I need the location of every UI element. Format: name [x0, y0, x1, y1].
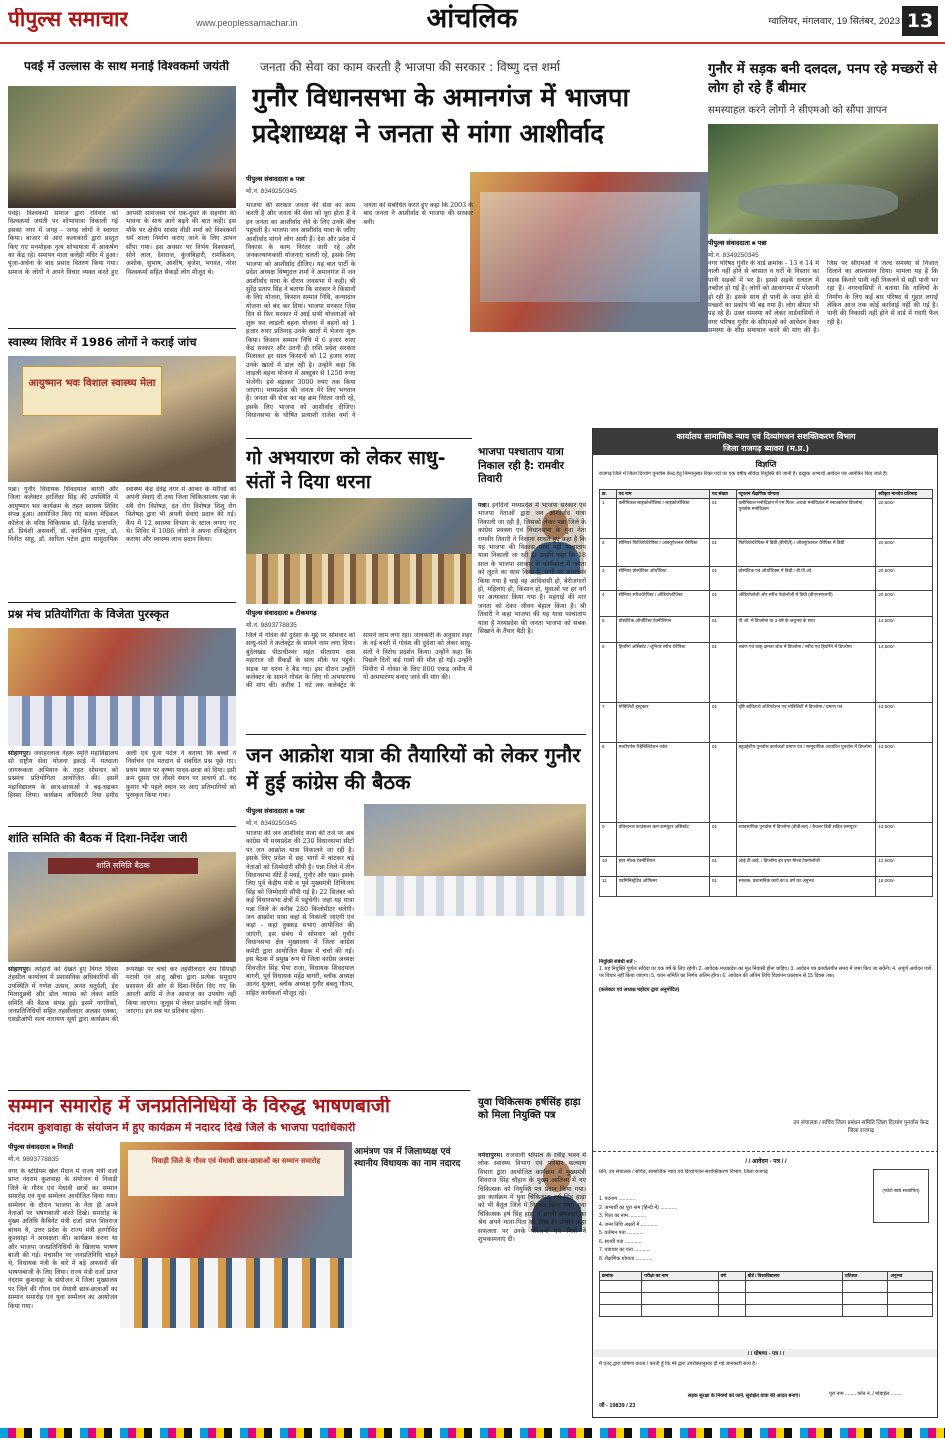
body: नगर परिषद गुनौर के वार्ड क्रमांक - 13 व 14 में नाली नहीं होने से बरसात व घरों के निस्तार का पानी सड़कों में भर है। इससे सड़कें दलदल में तब्दील हो गई हैं। लोगों को आवागमन में परेशानी हो रही है। इसके साथ ही पानी के जमा होने से मच्छरों का प्रकोप भी बढ़ गया है। लोग बीमार भी पड़ रहे हैं। उक्त समस्या को लेकर वार्डवासियों ने नगर परिषद गुनौर के सीएमओ को आवेदन देकर समस्या के शीघ्र समाधान करने की मांग की है। जिस पर सीएमओ ने जल्द समस्या से निजात दिलाने का आश्वासन दिया। मामला यह है कि सड़क किनारे पानी नहीं निकलने से यही पानी भर रहा है। नगरवासियों ने बताया कि नालियों के निर्माण के लिए कई बार परिषद से गुहार लगाई लेकिन आज तक कोई कार्रवाई नहीं की गई है। पानी की निकासी नहीं होने से वार्ड में गंदगी फैल रही है।	[708, 260, 938, 335]
byline-place: सोहागपुर।	[8, 750, 31, 757]
cell: पी.ओ. में डिप्लोमा या 3 वर्ष के अनुभव के साथ	[736, 617, 876, 643]
cell: 3	[600, 567, 617, 591]
byline: पीपुल्स संवाददाता ■ टीकमगढ़ मो.नं. 9893778835	[246, 608, 356, 629]
district-title: जिला राजगढ़ ब्यावरा (म.प्र.)	[722, 444, 810, 453]
subhead: नंदराम कुशवाहा के संयोजन में हुए कार्यक्रम में नदारद दिखे जिले के भाजपा पदाधिकारी	[8, 1122, 356, 1134]
byline: पीपुल्स संवाददाता ■ निवाड़ी मो.नं. 9893778835	[8, 1142, 118, 1163]
intro: राजगढ़ जिले में जिला दिव्यांग पुनर्वास केन्द्र हेतु निम्नानुसार रिक्त पदों पर एक वर्षीय संविदा नियुक्ति की जानी है। इच्छुक अभ्यर्थी आवेदन पत्र आमंत्रित किए जाते हैं।	[599, 471, 888, 477]
cell: 20,500/-	[876, 591, 933, 617]
form-fields	[599, 1195, 869, 1263]
byline-agency: पीपुल्स संवाददाता	[708, 240, 750, 247]
cell: 14,500/-	[876, 617, 933, 643]
cell: प्रोस्थेटिक एवं ऑर्थोटिक्स में डिग्री / बी.पी.ओ.	[736, 567, 876, 591]
table-row	[600, 857, 933, 877]
photo-box	[873, 1169, 929, 1223]
body: जिले में गोवंश की दुर्दशा के मुद्दे पर सोमवार को साधु-संतों ने कलेक्ट्रेट के सामने जाम लगा दिया। बुंदेलखंड पीठाधीश्वर महंत सीताराम दास महाराज जी सैकड़ों के साथ मौके पर पहुंचे। सड़क पर धरना दे बैठ गए। इस दौरान उन्होंने कलेक्टर के सामने गोवंश के लिए गो अभयारण्य की मांग की। करीब 1 घंटे तक कलेक्ट्रेट के सामने जाम लगा रहा। जानकारी के अनुसार शहर के नई बस्ती में गोवंश की दुर्दशा को लेकर साधु-संतों ने विरोध प्रदर्शन किया। उन्होंने कहा कि पिछले दिनों कई गायों की मौत हो गई। उन्होंने मिनौरा में गोवंश के लिए 800 एकड़ जमीन में गो अभयारण्य बनाए जाने की मांग की।	[246, 632, 472, 690]
cell: 12,500/-	[876, 857, 933, 877]
body	[8, 966, 236, 1082]
byline-place: पन्ना	[295, 176, 305, 183]
byline-place: नर्मदापुरम।	[478, 1152, 503, 1159]
signatory: उप संचालक / सचिव जिला प्रबंधन समिति जिला दिव्यांग पुनर्वास केन्द्र जिला राजगढ़	[793, 1120, 929, 1134]
body	[478, 1152, 586, 1416]
cell: 10	[600, 857, 617, 877]
byline-place: सोहागपुर।	[8, 966, 31, 973]
cell: 8	[600, 743, 617, 823]
cell: 7	[600, 703, 617, 743]
cell: 01	[709, 539, 736, 567]
notice-label: विज्ञप्ति	[755, 460, 777, 469]
divider	[246, 438, 472, 439]
cell: बोर्ड / विश्वविद्यालय	[745, 1272, 843, 1281]
ad-header	[593, 429, 938, 455]
divider	[8, 826, 236, 827]
cell: 20,500/-	[876, 499, 933, 539]
footer-code: जी - 19839 / 23	[599, 1403, 636, 1409]
subhead: समस्याहल करने लोगों ने सीएमओ को सौंपा ज्ञापन	[708, 105, 888, 116]
cell: 01	[709, 857, 736, 877]
mobile: मो.नं. 8349250345	[708, 252, 759, 259]
crowd-shape	[246, 554, 472, 604]
office-title: कार्यालय सामाजिक न्याय एवं दिव्यांगजन सशक्तिकरण विभाग	[676, 432, 856, 441]
byline-agency: पीपुल्स संवाददाता	[246, 176, 288, 183]
field-row[interactable]: 2. अभ्यर्थी का पूरा नाम (हिन्दी में) ............	[599, 1204, 677, 1211]
col-sno: क्र.	[600, 490, 617, 499]
cell: 6	[600, 643, 617, 703]
cell: क्लीनिकल साइकोलॉजिस्ट / साइकोलॉजिस्ट	[616, 499, 709, 539]
cell: 20,500/-	[876, 539, 933, 567]
body-text: इनदिनों मध्यप्रदेश में भाजपा सरकार एवं भाजपा नेताओं द्वारा जन आशीर्वाद यात्रा निकाली जा रही है, जिसको लेकर पन्ना जिले के कांग्रेस प्रवक्ता एवं विधानसभा के युवा नेता रामवीर तिवारी ने निशाना साधते हुए कहा है कि यह भाजपा की विकास यात्रा नहीं पश्चाताप यात्रा निकाली जा रही है। उन्होंने कहा कि 18 साल के भाजपा सरकार के कार्यकाल में जनता को लूटने का काम किया है, सभी पर अत्याचार किया गया है चाहे वह आदिवासी हो, बेरोजगारों हो, महिलाएं हो, किसान हो, युवाओं पर हर वर्ग पर अत्याचार किया गया है। महंगाई की मार जनता को देकर जीवन बेहाल किया है। श्री तिवारी ने कहा भाजपा की यह यात्रा पश्चाताप यात्रा है मध्यप्रदेश की जनता भाजपा को सबक सिखाने के तैयार बैठी है।	[478, 502, 586, 636]
byline-place: पन्ना	[295, 808, 305, 815]
headline: युवा चिकित्सक हर्षसिंह हाड़ा को मिला नियुक्ति पत्र	[478, 1097, 581, 1121]
meeting-photo	[8, 852, 236, 962]
health-camp-photo	[8, 356, 236, 482]
article-doctor	[478, 1090, 586, 1418]
cell: सीनियर स्पीचथेरेपिस्ट / ऑडियोलॉजिस्ट	[616, 591, 709, 617]
cell: मल्टीपर्पस रिहैबिलिटेशन वर्कर	[616, 743, 709, 823]
form-table-row[interactable]	[600, 1293, 933, 1305]
article-health-camp	[8, 328, 236, 600]
article-gau-abhyaran	[246, 438, 472, 728]
declaration: मैं एतद् द्वारा घोषणा करता / करती हूँ कि मेरे द्वारा उपरोक्तानुसार दी गई जानकारी सत्य है।	[599, 1361, 757, 1367]
signatory-note: (कलेक्टर एवं अध्यक्ष महोदय द्वारा अनुमोदित)	[599, 986, 680, 993]
divider	[8, 602, 236, 603]
byline: पीपुल्स संवाददाता ■ पन्ना मो.नं. 8349250345	[246, 806, 358, 827]
mid-head: आमंत्रण पत्र में जिलाध्यक्ष एवं स्थानीय विधायक का नाम नदारद	[354, 1147, 461, 1169]
headline: प्रश्न मंच प्रतियोगिता के विजेता पुरस्कृत	[8, 608, 169, 621]
byline-agency: पीपुल्स संवाददाता	[246, 610, 288, 617]
table-row	[600, 643, 933, 703]
water-shape	[738, 184, 898, 220]
cell: 18,000/-	[876, 877, 933, 897]
cell: 14,500/-	[876, 823, 933, 857]
headline: स्वास्थ्य शिविर में 1986 लोगों ने कराई जांच	[8, 336, 197, 349]
protest-photo	[246, 498, 472, 604]
headline: सम्मान समारोह में जनप्रतिनिधियों के विरुद्ध भाषणबाजी	[8, 1096, 390, 1117]
website-link[interactable]: www.peoplessamachar.in	[196, 18, 298, 28]
cell: 01	[709, 567, 736, 591]
cell: बहुउद्देशीय पुनर्वास कार्यकर्ता प्रमाण पत्र / सामुदायिक आधारित पुनर्वास में डिप्लोमा	[736, 743, 876, 823]
form-table	[599, 1271, 933, 1317]
cell: 14,500/-	[876, 703, 933, 743]
cell: 01	[709, 617, 736, 643]
divider	[8, 1090, 470, 1091]
poster-text: निवाड़ी जिले के गौरव एवं मेधावी छात्र-छात्राओं का सम्मान समारोह	[151, 1157, 321, 1165]
cell: एडमिनिस्ट्रेटिव ऑफिसर	[616, 877, 709, 897]
cell: इयर मोल्ड टेक्नीशियन	[616, 857, 709, 877]
byline-place: निवाड़ी	[57, 1144, 74, 1151]
article-peace-committee	[8, 826, 236, 1084]
cell: 9	[600, 823, 617, 857]
body-text: राजधानी भोपाल के रवींद्र भवन में लोक स्वास्थ्य विभाग एवं परिवार कल्याण विभाग द्वारा आयोजित कार्यक्रम में मुख्यमंत्री शिवराज सिंह चौहान के मुख्य आतिथ्य में नए चिकित्सक को नियुक्ति पत्र प्रदान किया गया। इस कार्यक्रम में युवा चिकित्सक हर्ष सिंह हाड़ा को भी बैतूल जिले में नियुक्त किया गया। युवा चिकित्सक हर्ष सिंह हाड़ा ने अपनी सफलता का श्रेय अपने माता-पिता को दिया है। उन्होंने कहा सफलता पर उनके परिजनों एवं मित्रों ने शुभकामनाएं दी।	[478, 1152, 586, 1244]
divider	[246, 734, 586, 735]
byline-place: पन्ना	[757, 240, 767, 247]
article-vishwakarma	[8, 52, 236, 322]
cell: 5	[600, 617, 617, 643]
mobile: मो.नं. 8349250345	[246, 188, 297, 195]
cell: सीनियर फिजियोथेरेपिस्ट / आक्यूपेशनल थैरेपिस्ट	[616, 539, 709, 567]
headline: पवई में उल्लास के साथ मनाई विश्वकर्मा जयंती	[24, 60, 229, 73]
banner-text: आयुष्मान भवः विशाल स्वास्थ्य मेला	[28, 378, 156, 389]
table-row	[600, 567, 933, 591]
cell: 20,500/-	[876, 567, 933, 591]
body	[8, 750, 236, 820]
table-row	[600, 539, 933, 567]
posts-table-wrap	[599, 489, 933, 969]
cell: मोबिलिटी इंस्ट्रक्टर	[616, 703, 709, 743]
byline: पीपुल्स संवाददाता ■ पन्ना मो.नं. 8349250345	[246, 174, 356, 195]
banner-text: शांति समिति बैठक	[96, 861, 150, 870]
body: पवई। विश्वकर्मा समाज द्वारा रविवार को विश्वकर्मा जयंती पर शोभायात्रा निकाली गई इसका नगर में जगह - जगह लोगों ने स्वागत किया। बाजार से आए कलाकारों द्वारा प्रस्तुत किए गए मनमोहक नृत्य शोभायात्रा में आकर्षण का केंद्र रहे। समापन माता कलेही मंदिर में हुआ। पूजा-अर्चना के बाद प्रसाद वितरण किया गया। समाज के लोगों ने अपने विचार व्यक्त करते हुए आपसी सामंजस्य एवं एक-दूसरे के सहयोग की भावना के साथ आगे बढ़ने की बात कही। इस मौके पर क्षेत्रीय सांसद वीडी शर्मा को विश्वकर्मा धर्म शाला निर्माण कराए जाने के लिए ज्ञापन सौंपा गया। इस अवसर पर निर्भय विश्वकर्मा, सोने लाल, देशराज, कुंजबिहारी, रामकिशन, अशोक, सुभाष, आशीष, बृजेश, भगवत, नरेश विश्वकर्मा सहित सैकड़ों लोग मौजूद थे।	[8, 210, 236, 276]
cell: हियरिंग असिस्टेंट / जूनियर स्पीच थेरेपिस्ट	[616, 643, 709, 703]
col-qualification: न्यूनतम शैक्षणिक योग्यता	[736, 490, 876, 499]
headline: गो अभयारण को लेकर साधु-संतों ने दिया धरना	[246, 447, 446, 493]
form-table-wrap	[599, 1271, 933, 1341]
col-count: पद संख्या	[709, 490, 736, 499]
field-row[interactable]: 4. जन्म तिथि अक्षरों में ............	[599, 1221, 658, 1228]
table-row	[600, 743, 933, 823]
form-table-header	[600, 1272, 933, 1281]
page-number: 13	[902, 6, 938, 36]
cell: 14,500/-	[876, 643, 933, 703]
cell: 01	[709, 877, 736, 897]
form-table-row[interactable]	[600, 1305, 933, 1317]
cell: 2	[600, 539, 617, 567]
paper-name: पीपुल्स समाचार	[8, 8, 129, 31]
quiz-winners-photo	[8, 628, 236, 746]
article-bjp-main	[246, 52, 708, 432]
posts-table	[599, 489, 933, 897]
cell: 01	[709, 743, 736, 823]
cell: फिजियोथेरेपिस्ट में डिग्री (बीपीटी) / ऑक्यूपेशनल थैरेपिस्ट में डिग्री	[736, 539, 876, 567]
article-road-mud	[708, 52, 938, 422]
headline: जन आक्रोश यात्रा की तैयारियों को लेकर गुनौर में हुई कांग्रेस की बैठक	[246, 743, 581, 794]
ad-rajgarh-notice	[592, 428, 938, 1418]
mud-road-photo	[708, 124, 938, 234]
body	[478, 502, 586, 726]
table-row	[600, 877, 933, 897]
field-row[interactable]: 8. शैक्षणिक योग्यता ............	[599, 1255, 653, 1262]
form-to: प्रति, उप संचालक / सचिव, सामाजिक न्याय एवं दिव्यांगजन सशक्तिकरण विभाग, जिला राजगढ़	[599, 1169, 768, 1175]
headline: गुनौर में सड़क बनी दलदल, पनप रहे मच्छरों से लोग हो रहे हैं बीमार	[708, 61, 938, 96]
table-header-row	[600, 490, 933, 499]
table-row	[600, 703, 933, 743]
byline-place: टीकमगढ़	[295, 610, 317, 617]
field-row[interactable]: 3. पिता का नाम ............	[599, 1213, 646, 1219]
students-shape	[8, 696, 236, 746]
body: नगर के स्टेडियम खेल मैदान में राज्य मंत्री दर्जा प्राप्त नंदराम कुशवाहा के संयोजन में निवाड़ी जिले के गौरव एवं मेधावी छात्रों का सम्मान समारोह एवं युवा सम्मेलन आयोजित किया गया। सम्मेलन के दौरान भाजपा के नेता ही अपने नेताओं पर भषणबाजी करते दिखे। समारोह के मुख्य अतिथि कैबिनेट मंत्री दर्जा प्राप्त शिवराज बाथम थे, उत्तर प्रदेश के राज्य मंत्री हरगोविंद कुशवाहा ने अध्यक्षता की। कार्यक्रम करना था और भाजपा जनप्रतिनिधियों के खिलाफ भाषण बाजी की गई। मंचासीन पर जनप्रतिनिधि चाहते थे, विधायक मंत्री के बारे में बड़े अफसरों की भाषणबाजी के लिए लिया। राज्य मंत्री दर्जा प्राप्त नंदराम कुशवाहा के संयोजन में जिला मुख्यालय पर जिले की गौरव एवं मेधावी छात्र-छात्राओं का सम्मान समारोह एवं युवा सम्मेलन का आयोजन किया गया।	[8, 1168, 118, 1310]
section-title: आंचलिक	[426, 4, 518, 34]
kicker: जनता की सेवा का काम करती है भाजपा की सरकार : विष्णु दत्त शर्मा	[260, 60, 561, 74]
cell: वर्ष	[718, 1272, 745, 1281]
cell: सीनियर प्रोस्थेटिस्ट ऑर्थोटिस्ट	[616, 567, 709, 591]
cell: क्रमांक	[600, 1272, 642, 1281]
form-table-row[interactable]	[600, 1281, 933, 1293]
col-post: पद नाम	[616, 490, 709, 499]
cell: अनुभव	[888, 1272, 933, 1281]
field-row[interactable]: 5. वर्तमान पता ............	[599, 1230, 644, 1236]
cell: 01	[709, 823, 736, 857]
cell: दृष्टि बाधितार्थ ओरिएंटेशन एवं मोबिलिटी में डिप्लोमा / प्रमाण पत्र	[736, 703, 876, 743]
body: भाजपा की जन आशीर्वाद यात्रा की तर्ज पर अब कांग्रेस भी मध्यप्रदेश की 230 विधानसभा सीटों पर जन आक्रोश यात्रा निकालने जा रही है। इसके लिए प्रदेश में छह भागों में बांटकर बड़े नेताओं को जिम्मेदारी सौंपी है। पन्ना जिले में तीन विधानसभा सीटें हैं पवई, गुनौर और पन्ना। इसके लिए पूर्व केंद्रीय मंत्री व पूर्व मुख्यमंत्री दिग्विजय सिंह को जिम्मेदारी सौंपी गई है। 22 सितंबर को कई विधानसभा क्षेत्रों में पहुंचेगी। जहां यह यात्रा पन्ना जिले के करीब 280 किलोमीटर चलेगी। जन आक्रोश यात्रा कहां से निकाली जाएगी एवं कहां - कहां नुक्कड़ सभाएं आयोजित की जाएंगी, इस संबंध में सोमवार को गुनौर विधानसभा क्षेत्र मुख्यालय में जिला कांग्रेस कमेटी द्वारा आयोजित बैठक में चर्चा की गई। इस बैठक में प्रमुख रूप से जिला कांग्रेस अध्यक्ष शिवजीत सिंह भैया राजा, विधायक शिवदयाल बागरी, पूर्व विधायक महेंद्र बागरी, ब्लॉक अध्यक्ष आनंद शुक्ला, ब्लॉक अध्यक्ष गुनौर बबलू गौतम, सहित कार्यकर्ता मौजूद रहे।	[246, 830, 354, 997]
cell: 01	[709, 643, 736, 703]
conditions	[599, 959, 933, 1119]
mobile: मो.नं. 8349250345	[246, 820, 297, 827]
cell: 14,500/-	[876, 743, 933, 823]
cell: प्रतिशत	[843, 1272, 888, 1281]
cell: क्लीनिकल मनोविज्ञान में एम.फिल. अथवा मनोविज्ञान में स्नातकोत्तर डिप्लोमा, पुनर्वास मनोविज्ञान	[736, 499, 876, 539]
declaration-title: / / घोषणा - पत्र / /	[593, 1349, 938, 1357]
photo-label: (फोटो स्वयं सत्यापित)	[882, 1189, 920, 1194]
form-title: / / आवेदन - पत्र / /	[745, 1159, 787, 1165]
body: पन्ना। गुनौर विधायक शिवदयाल बागरी और जिला कलेक्टर हरजिंदर सिंह की उपस्थिति में आयुष्मान भव कार्यक्रम के तहत स्वास्थ्य शिविर संपन्न हुआ। आयोजित किए गए सतना मेडिकल कॉलेज के वरिष्ठ चिकित्सक डॉ. हितेंद्र प्रजापति, डॉ. प्रियंशी असवर्थी, डॉ. कार्तिकेय गुप्ता, डॉ. विनीत साहू, डॉ. सारिता पटेल द्वारा सामुदायिक स्वास्थ्य केंद्र देवेंद्र नगर में आकर के मरीजों को अपनी सेवाएं दी तथा जिला चिकित्सालय पन्ना के स्त्री रोग विशेषज्ञ, दंत रोग विशेषज्ञ शिशु रोग विशेषज्ञ द्वारा भी अपनी सेवाएं प्रदान की गई। कैंप में 12 स्वास्थ्य विभाग के स्टाल लगाए गए थे। शिविर में 1986 लोगों ने अपना रजिस्ट्रेशन कराया और स्वास्थ्य लाभ प्रदान किया।	[8, 486, 236, 544]
headline: गुनौर विधानसभा के अमानगंज में भाजपा प्रदेशाध्यक्ष ने जनता से मांगा आशीर्वाद	[252, 83, 630, 149]
cell: ऑडियोलॉजी और स्पीच पेथोलॉजी में डिग्री (बीएएसएलपी)	[736, 591, 876, 617]
table-row	[600, 499, 933, 539]
body-text: जवाहरलाल नेहरू स्मृति महाविद्यालय सो राष्ट्रीय सेवा योजना इकाई में मतदाता जागरूकता अभियान के तहत सोमवार को प्रश्नमंच प्रतियोगिता आयोजित की। इसमें महाविद्यालय के छात्र-छात्राओं ने बढ़-चढ़कर हिस्सा लिया। कार्यक्रम अधिकारी रिया हमीद अली एवं पूजा पटेल ने बताया कि बच्चों ने निर्वाचन एवं मतदान से संबंधित प्रश्न पूछे गए। प्रथम स्थान पर कृष्णा यादव-छात्रा को दिया। इसी क्रम दूसरा एवं तीसरे स्थान पर प्राचार्य डॉ. नंद कुमार भी पहले स्थान पर आए प्रतिभागियों को पुरस्कृत किया गया।	[8, 750, 236, 800]
cell: 01	[709, 591, 736, 617]
cell: 01	[709, 703, 736, 743]
byline-place: पन्ना।	[478, 502, 490, 509]
byline-agency: पीपुल्स संवाददाता	[246, 808, 288, 815]
cell: 4	[600, 591, 617, 617]
body: भाजपा की सरकार जनता की सेवा का काम करती है और जनता की सेवा को पूरा होता हैं वे इन जनता का आशीर्वाद लेने के लिए उनके बीच पहुंचती है। भाजपा जन आशीर्वाद यात्रा के जरिए आशीर्वाद मांगने लोग आयी हैं। देश और प्रदेश में विकास के काम निरंतर जारी रहे और जनकल्याणकारी योजनाएं चलती रहें, इसके लिए भाजपा को आशीर्वाद दीजिए। यह बात पार्टी के प्रदेश अध्यक्ष विष्णुदत्त शर्मा ने अमानगंज में जन आशीर्वाद यात्रा के दौरान जनसभा में कही। श्री सुरेंद्र प्रताप सिंह ने बताया कि सरकार ने किसानों के लिए योजना, किसान सम्मान निधि, कन्यादान योजना को बंद कर दिया। भाजपा सरकार जिस दिन से फिर सरकार में आई सभी योजनाओं को शुरू कर लाड़ली बहना योजना में बहनों को 1 हजार रुपए प्रतिमाह उनके खातों में भेजना शुरू किया। किसान सम्मान निधि में 6 हजार रुपए केंद्र सरकार और उतनी ही राशि प्रदेश सरकार मिलाकर हर साल किसानों को 12 हजार रुपए उनके खातों में डाल रही है। उन्होंने कहा कि लाड़ली बहना योजना में अक्टूबर से 1250 रुपए भेजेंगी। इसे बढ़ाकर 3000 रुपए तक किया जाएगा। मध्यप्रदेश की जनता मेरे लिए भगवान है। जनता की सेवा का यह क्रम निरंतर जारी रहे, इसके लिए भाजपा को आशीर्वाद दीजिए। विधानसभा के घोषित प्रत्याशी राजेश वर्मा ने जनता को संबोधित करते हुए कहा कि 2003 के बाद जनता ने आशीर्वाद से भाजपा की सरकार बनी।	[246, 202, 473, 420]
divider	[8, 328, 236, 329]
cell: परीक्षा का नाम	[642, 1272, 718, 1281]
conditions-text: 1. यह नियुक्ति पूर्णतः संविदा पर एक वर्ष के लिए रहेगी। 2. आवेदक मध्यप्रदेश का मूल निवासी होना चाहिए। 3. आवेदन पत्र कार्यालयीन समय में जमा किए जा सकेंगे। 4. अपूर्ण आवेदन पत्रों पर विचार नहीं किया जाएगा। 5. चयन समिति का निर्णय अंतिम होगा। 6. आवेदन की अंतिम तिथि विज्ञापन प्रकाशन से 15 दिवस तक।	[599, 966, 932, 980]
article-quiz	[8, 602, 236, 820]
field-row[interactable]: 6. स्थायी पता ............	[599, 1238, 642, 1245]
mobile: मो.नं. 9893778835	[246, 622, 297, 629]
byline-agency: पीपुल्स संवाददाता	[8, 1144, 50, 1151]
table-row	[600, 591, 933, 617]
table-row	[600, 823, 933, 857]
conditions-title: नियुक्ति संबंधी शर्तें :-	[599, 959, 638, 965]
road-safety-note: सड़क सुरक्षा के नियमों को जानें, सुरक्षित यात्रा की आदत बनाएं।	[687, 1393, 801, 1399]
table-row	[600, 617, 933, 643]
field-row[interactable]: 7. पत्राचार का पता ............	[599, 1247, 651, 1253]
registration-bar	[0, 1428, 945, 1438]
cell: आई.टी.आई. / डिप्लोमा इन इयर मोल्ड टेक्नोलॉजी	[736, 857, 876, 877]
dateline: ग्वालियर, मंगलवार, 19 सितंबर, 2023	[768, 16, 900, 27]
cell: 1	[600, 499, 617, 539]
col-salary: स्वीकृत मानदेय प्रतिमाह	[876, 490, 933, 499]
cell: 01	[709, 499, 736, 539]
masthead	[0, 0, 945, 44]
footer-right: पूरा नाम ........ फोन नं. / मोबाईल ........	[829, 1391, 902, 1397]
cell: प्रोस्थेटिक ऑर्थोटिस्ट टेक्नीशियन	[616, 617, 709, 643]
banner	[48, 858, 198, 874]
form-divider	[593, 1151, 938, 1152]
cell: व्यावसायिक पुनर्वास में डिप्लोमा (डीवीआर) / बैचलर डिग्री सहित कम्प्यूटर	[736, 823, 876, 857]
article-sammaan	[8, 1090, 470, 1418]
crowd-shape	[8, 168, 236, 208]
banner	[22, 366, 162, 416]
cell: वोकेशनल काउंसलर कम कम्प्यूटर असिस्टेंट	[616, 823, 709, 857]
cell: श्रवण एवं वाक् क्षमता जांच में डिप्लोमा / स्पीच एवं हियरिंग में डिप्लोमा	[736, 643, 876, 703]
article-bhajpa-yatra	[478, 438, 586, 728]
byline: पीपुल्स संवाददाता ■ पन्ना मो.नं. 8349250345	[708, 238, 818, 259]
mobile: मो.नं. 9893778835	[8, 1156, 59, 1163]
body-text: त्योहारों को देखते हुए विगत दिवस तहसील कार्यालय में प्रशासनिक अधिकारियों की उपस्थिति में गणेश उत्सव, अनंत चतुर्दशी, ईद मिलादुन्नबी और डोल ग्यारस को लेकर शांति समिति की बैठक संपन्न हुई। इसमें नागरिकों, जनप्रतिनिधियों सहित तहसीलदार अलका एक्का, एसडीओपी सत्य नारायण सूर्या द्वारा कार्यक्रम की रूपरेखा पर चर्चा कर तहसीलदार राम सिपाही मरावी एवं अंजू खीचा द्वारा प्रत्येक समुदाय प्रशासन की ओर से दिशा-निर्देश दिए गए कि आरती आदि में तेज आवाज का उपयोग नहीं किया जाएगा। जुलूस में लेकर प्रदर्शन नहीं किया जाएगा। इन सब पर प्रतिबंध रहेगा।	[8, 966, 236, 1024]
article-congress-meeting	[246, 734, 586, 1044]
headline: भाजपा पश्चाताप यात्रा निकाल रही है: रामवीर तिवारी	[478, 446, 564, 485]
procession-photo	[8, 86, 236, 208]
headline: शांति समिति की बैठक में दिशा-निर्देश जारी	[8, 832, 188, 845]
cell: स्नातक, प्रशासनिक कार्य का 5 वर्ष का अनुभव	[736, 877, 876, 897]
cell: 11	[600, 877, 617, 897]
field-row[interactable]: 1. पदनाम ............	[599, 1196, 636, 1202]
